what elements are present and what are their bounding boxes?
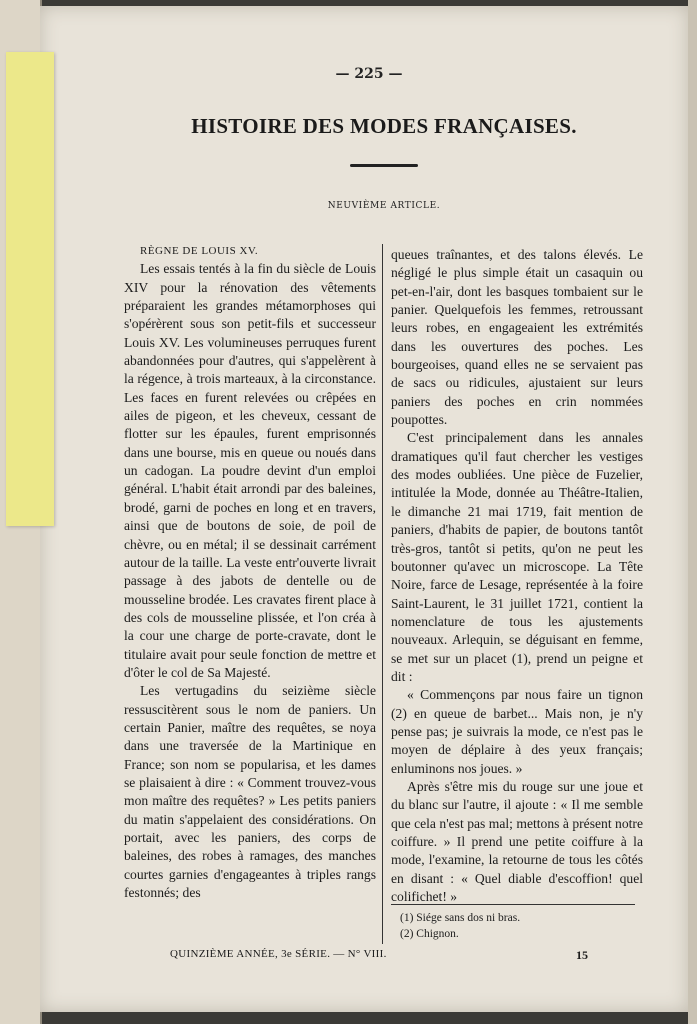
right-page-edge (688, 0, 697, 1024)
footnote: (1) Siége sans dos ni bras. (400, 912, 521, 924)
paragraph: « Commençons par nous faire un tignon (2) en queue de barbet... Mais non, je n'y pense pas; je suivrais la mode, ce n'est pas le moyen de déplaire à des yeux français; enluminons nos joues. » (391, 687, 643, 776)
decorative-rule (350, 164, 418, 167)
footnotes (400, 911, 640, 942)
paragraph: Après s'être mis du rouge sur une joue et du blanc sur l'autre, il ajoute : « Il me semble que cela n'est pas mal; mettons à présent notre coiffure. » Il prend une petite coiffure à la mode, l'examine, la retourne de tous les côtés en disant : « Quel diable d'escoffion! quel colifichet! » (391, 778, 643, 905)
footer-signature: 15 (576, 948, 588, 962)
page-number: — 225 — (335, 66, 403, 82)
page-title: HISTOIRE DES MODES FRANÇAISES. (191, 114, 577, 138)
footer-issue: QUINZIÈME ANNÉE, 3e SÉRIE. — N° VIII. (170, 948, 387, 960)
paragraph: C'est principalement dans les annales dramatiques qu'il faut chercher les vestiges des modes oubliées. Une pièce de Fuzelier, intitulée la Mode, donnée au Théâtre-Italien, le dimanche 21 mai 1719, fait mention de paniers, d'habits de papier, de boutons tantôt très-gros, tantôt si petits, qu'on ne peut les boutonner qu'avec un microscope. La Tête Noire, farce de Lesage, représentée à la foire Saint-Laurent, le 31 juillet 1721, contient la nomenclature de tous les ajustements nouveaux. Arlequin, se déguisant en femme, se met sur un placet (1), prend un peigne et dit : (391, 430, 643, 684)
paragraph: queues traînantes, et des talons élevés. Le négligé le plus simple était un casaquin ou pet-en-l'air, dont les basques tombaient sur le panier. Quelquefois les femmes, retroussant leurs robes, en engageaient les extrémités dans les ouvertures des poches. Les bourgeoises, quand elles ne se servaient pas de sacs ou ridicules, ajustaient sur leurs paniers des poches en crin nommées poupottes. (391, 247, 643, 428)
paragraph: Les essais tentés à la fin du siècle de Louis XIV pour la rénovation des vêtements préparaient les grandes métamorphoses qui s'opérèrent sous son petit-fils et successeur Louis XV. Les volumineuses perruques furent abandonnées pour d'autres, qui s'appelèrent à la régence, à trois marteaux, à la circonstance. Les faces en furent relevées ou crêpées en ailes de pigeon, et les cheveux, cessant de flotter sur les épaules, furent emprisonnés dans une bourse, mis en queue ou noués dans un cadogan. La poudre devint d'un emploi général. L'habit était arrondi par des baleines, brodé, garni de poches en long et en travers, ainsi que de boutons de soie, de poil de chèvre, ou en métal; il se dessinait carrément autour de la taille. La veste entr'ouverte livrait passage à des jabots de dentelle ou de mousseline brodée. Les cravates firent place à des cols de mousseline plissée, et l'on créa à la cour une charge de porte-cravate, dont le titulaire avait pour seule fonction de mettre et d'ôter le col de Sa Majesté. (124, 261, 376, 680)
paragraph: Les vertugadins du seizième siècle ressuscitèrent sous le nom de paniers. Un certain Panier, maître des requêtes, se noya dans une traversée de la Martinique en France; son nom se popularisa, et les dames se plaisaient à dire : « Comment trouvez-vous mon maître des requêtes? » Les petits paniers du matin s'appelaient des considérations. On portait, avec les paniers, des corps de baleines, des robes à ramages, des manches courtes garnies d'engageantes à triples rangs festonnés; des (124, 683, 376, 901)
right-column (391, 246, 643, 906)
column-divider (382, 244, 383, 944)
footnote-rule (391, 904, 635, 905)
left-column (124, 242, 376, 902)
section-heading: RÈGNE DE LOUIS XV. (140, 245, 259, 257)
article-subtitle: NEUVIÈME ARTICLE. (327, 201, 441, 211)
page (40, 6, 688, 1012)
footnote: (2) Chignon. (400, 927, 459, 940)
sticky-note (6, 52, 54, 526)
